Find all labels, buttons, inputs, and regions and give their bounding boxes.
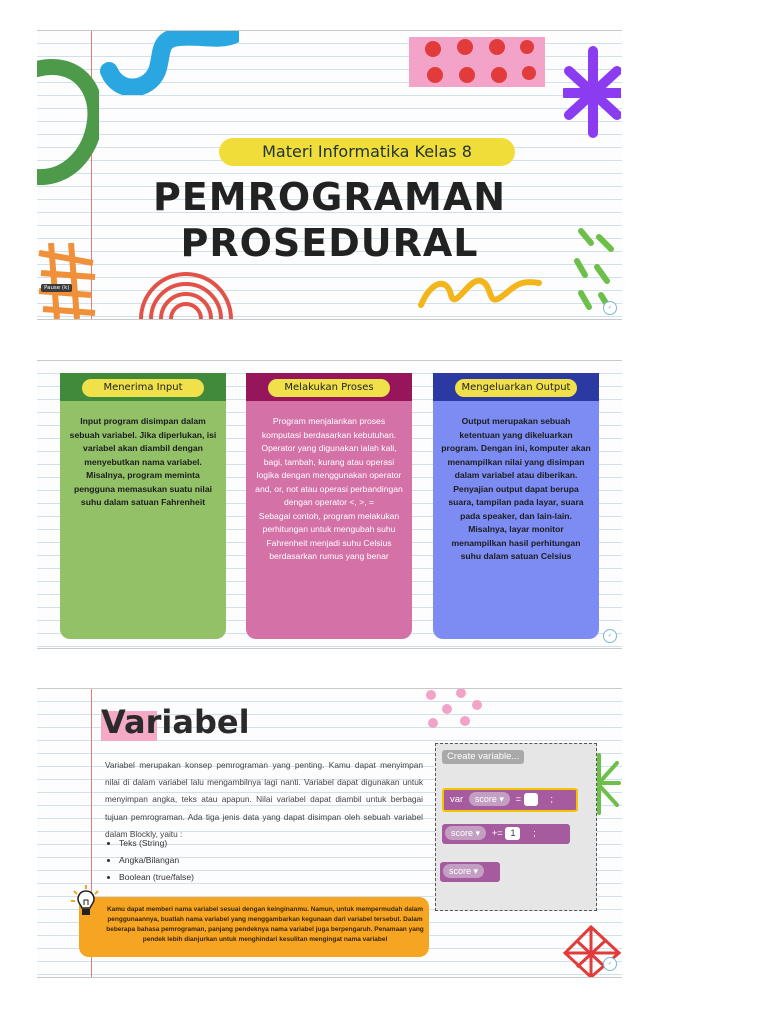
card-text: Program menjalankan proses komputasi berdasarkan kebutuhan. Operator yang digunakan ialah kali, bagi, tambah, kurang atau operasi logika dengan menggunakan operator and, or, not atau operasi perbandingan dengan operator <, >, = Sebagai contoh, program melakukan perhitungan untuk mengubah suhu Fahrenheit menjadi suhu Celsius berdasarkan rumus yang benar <box>255 416 403 561</box>
slide-variabel <box>37 688 622 978</box>
list-item: • Teks (String) <box>119 835 194 852</box>
logo-icon: ✓ <box>603 629 617 643</box>
create-variable-button[interactable]: Create variable... <box>442 750 524 764</box>
card-header <box>433 373 599 401</box>
variable-dropdown[interactable]: score ▾ <box>445 826 486 840</box>
page-title: Variabel <box>101 703 250 741</box>
list-item: • Angka/Bilangan <box>119 852 194 869</box>
card-label: Mengeluarkan Output <box>455 379 577 397</box>
value-slot[interactable] <box>524 793 538 806</box>
logo-icon: ✓ <box>603 957 617 971</box>
variable-dropdown[interactable]: score ▾ <box>469 792 510 806</box>
intro-paragraph: Variabel merupakan konsep pemrograman yang penting. Kamu dapat menyimpan nilai di dalam variabel lalu mengambilnya lagi nanti. Variabel dapat digunakan untuk menyimpan angka, teks atau apapun. Nilai variabel dapat diambil untuk berbagai tujuan pemrograman. Ada tiga jenis data yang dapat disimpan oleh sebuah variabel dalam Blockly, yaitu : <box>105 760 423 839</box>
operator-label: += <box>491 828 503 839</box>
slide-title <box>37 30 622 320</box>
pink-dots-decoration <box>405 33 549 91</box>
blockly-workspace[interactable] <box>435 743 597 911</box>
card-label: Menerima Input <box>82 379 204 397</box>
red-rainbow-decoration <box>133 267 239 319</box>
blue-scribble-decoration <box>99 31 239 95</box>
card-text: Output merupakan sebuah ketentuan yang dikeluarkan program. Dengan ini, komputer akan menampilkan nilai yang disimpan dalam variabel atau diberikan. Penyajian output dapat berupa suara, tampilan pada layar, suara pada speaker, dan lain-lain. Misalnya, layar monitor menampilkan hasil perhitungan suhu dalam satuan Celsius <box>441 416 591 561</box>
card-output <box>433 373 599 639</box>
page-title-line1: PEMROGRAMAN <box>152 175 507 219</box>
tip-box <box>79 897 429 957</box>
subtitle-pill: Materi Informatika Kelas 8 <box>219 138 515 166</box>
tip-text: Kamu dapat memberi nama variabel sesuai dengan keinginanmu. Namun, untuk mempermudah dalam penggunaannya, buatlah nama variabel yang menggambarkan kegunaan dari variabel tersebut. Dalam beberapa bahasa pemrograman, panjang pendeknya nama variabel juga berpengaruh. Penamaan yang pendek lebih dianjurkan untuk menghindari kesulitan mengingat nama variabel <box>106 906 424 943</box>
pause-badge[interactable]: Pause (k) <box>41 284 72 292</box>
yellow-squiggle-decoration <box>417 267 543 313</box>
pink-dots-decoration <box>421 689 501 729</box>
purple-star-decoration <box>563 41 621 143</box>
semicolon-label: ; <box>550 794 554 805</box>
number-input[interactable]: 1 <box>505 827 520 840</box>
green-scribble-decoration <box>37 59 99 185</box>
lightbulb-icon <box>71 885 101 919</box>
operator-label: = <box>515 794 522 805</box>
variable-name: score <box>449 866 472 877</box>
card-header <box>246 373 412 401</box>
var-increment-block[interactable] <box>442 824 570 844</box>
list-item: • Boolean (true/false) <box>119 869 194 886</box>
slide-process <box>37 360 622 649</box>
card-process <box>246 373 412 639</box>
variable-dropdown[interactable]: score ▾ <box>443 864 484 878</box>
page-title-line2: PROSEDURAL <box>180 221 479 265</box>
semicolon-label: ; <box>533 828 536 839</box>
variable-name: score <box>451 828 474 839</box>
var-get-block[interactable] <box>440 862 500 882</box>
card-text: Input program disimpan dalam sebuah variabel. Jika diperlukan, isi variabel akan diambil dengan menyebutkan nama variabel. Misalnya, program meminta pengguna memasukan suatu nilai suhu dalam satuan Fahrenheit <box>69 416 217 507</box>
card-label: Melakukan Proses <box>268 379 390 397</box>
variable-name: score <box>474 794 497 805</box>
var-declare-block[interactable] <box>442 788 578 812</box>
data-type-list <box>105 835 194 886</box>
block-keyword: var <box>450 794 464 805</box>
logo-icon: ✓ <box>603 301 617 315</box>
card-input <box>60 373 226 639</box>
card-header <box>60 373 226 401</box>
